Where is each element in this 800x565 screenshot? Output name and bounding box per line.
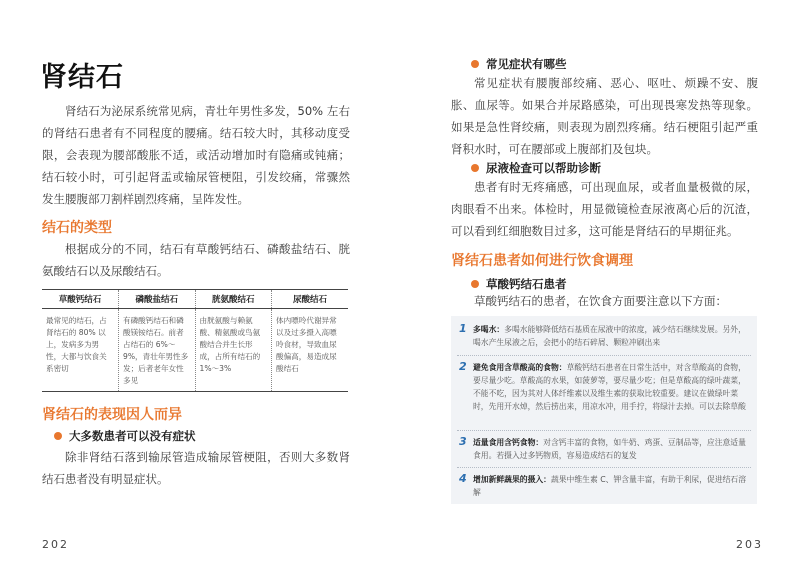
tip-divider bbox=[457, 355, 751, 356]
diet-intro-paragraph: 草酸钙结石的患者，在饮食方面要注意以下方面： bbox=[474, 294, 727, 308]
table-header-row bbox=[42, 290, 348, 309]
table-cell: 有磷酸钙结石和磷酸镁铵结石。前者占结石的 6%～9%，青壮年男性多发；后者老年女性多见 bbox=[119, 309, 196, 392]
urine-test-paragraph: 患者有时无疼痛感，可出现血尿，或者血量极微的尿，肉眼看不出来。体检时，用显微镜检查尿液离心后的沉渣，可以看到红细胞数目过多，这可能是肾结石的早期征兆。 bbox=[451, 180, 758, 238]
diet-tip-item bbox=[451, 323, 757, 349]
tip-number: 4 bbox=[459, 472, 467, 485]
tip-heading: 适量食用含钙食物： bbox=[473, 438, 544, 447]
bullet-dot-icon bbox=[471, 60, 479, 68]
bullet-dot-icon bbox=[54, 432, 62, 440]
diet-tips-box bbox=[451, 316, 757, 504]
page-number-left: 202 bbox=[42, 538, 69, 551]
table-cell: 由胱氨酸与赖氨酸、精氨酸或鸟氨酸结合并生长形成，占所有结石的 1%～3% bbox=[195, 309, 272, 392]
table-header-cell: 磷酸盐结石 bbox=[119, 290, 196, 309]
table-row bbox=[42, 309, 348, 392]
symptoms-section-title: 肾结石的表现因人而异 bbox=[42, 407, 182, 423]
table-header-cell: 草酸钙结石 bbox=[42, 290, 119, 309]
page-title: 肾结石 bbox=[40, 62, 124, 93]
types-paragraph: 根据成分的不同，结石有草酸钙结石、磷酸盐结石、胱氨酸结石以及尿酸结石。 bbox=[42, 242, 350, 278]
bullet-dot-icon bbox=[471, 164, 479, 172]
common-symptoms-subtitle bbox=[471, 56, 567, 72]
tip-body: 对含钙丰富的食物，如牛奶、鸡蛋、豆制品等，应注意适量食用。若摄入过多钙物质，容易造成结石的复发 bbox=[473, 438, 746, 460]
no-symptoms-paragraph: 除非肾结石落到输尿管造成输尿管梗阻，否则大多数肾结石患者没有明显症状。 bbox=[42, 450, 350, 486]
subtitle-text: 大多数患者可以没有症状 bbox=[69, 429, 196, 443]
tip-body: 草酸钙结石患者在日常生活中，对含草酸高的食物，要尽量少吃。草酸高的水果，如菠萝等，要尽量少吃；但是草酸高的绿叶蔬菜，不能不吃，因为其对人体纤维素以及维生素的获取比较重要。建议在做绿叶菜时，先用开水焯，然后捞出来，用凉水冲，用手拧，将绿汁去掉。可以去除草酸 bbox=[473, 363, 746, 411]
diet-tip-item bbox=[451, 436, 757, 462]
intro-paragraph: 肾结石为泌尿系统常见病，青壮年男性多发，50% 左右的肾结石患者有不同程度的腰痛。结石较大时，其移动度受限，会表现为腰部酸胀不适，或活动增加时有隐痛或钝痛；结石较小时，可引起肾盂或输尿管梗阻，引发绞痛，常骤然发生腰腹部刀割样剧烈疼痛，呈阵发性。 bbox=[42, 104, 350, 206]
page-number-right: 203 bbox=[736, 538, 763, 551]
table-cell: 体内嘌呤代谢异常以及过多摄入高嘌呤食材，导致血尿酸偏高，易造成尿酸结石 bbox=[272, 309, 349, 392]
bullet-dot-icon bbox=[471, 280, 479, 288]
tip-number: 1 bbox=[459, 322, 467, 335]
subtitle-text: 草酸钙结石患者 bbox=[486, 277, 567, 291]
diet-tip-item bbox=[451, 361, 757, 413]
subtitle-text: 尿液检查可以帮助诊断 bbox=[486, 161, 601, 175]
tip-heading: 多喝水： bbox=[473, 325, 505, 334]
table-header-cell: 尿酸结石 bbox=[272, 290, 349, 309]
no-symptoms-subtitle bbox=[54, 428, 196, 444]
tip-heading: 避免食用含草酸高的食物： bbox=[473, 363, 567, 372]
tip-heading: 增加新鲜蔬果的摄入： bbox=[473, 475, 551, 484]
diet-section-title: 肾结石患者如何进行饮食调理 bbox=[451, 253, 633, 269]
table-header-cell: 胱氨酸结石 bbox=[195, 290, 272, 309]
common-symptoms-paragraph: 常见症状有腰腹部绞痛、恶心、呕吐、烦躁不安、腹胀、血尿等。如果合并尿路感染，可出现畏寒发热等现象。如果是急性肾绞痛，则表现为剧烈疼痛。结石梗阻引起严重肾积水时，可在腰部或上腹部扪及包块。 bbox=[451, 76, 758, 156]
table-cell: 最常见的结石，占肾结石的 80% 以上，发病多为男性，大都与饮食关系密切 bbox=[42, 309, 119, 392]
types-section-title: 结石的类型 bbox=[42, 220, 112, 236]
tip-divider bbox=[457, 430, 751, 431]
tip-number: 2 bbox=[459, 360, 467, 373]
diet-tip-item bbox=[451, 473, 757, 499]
tip-divider bbox=[457, 467, 751, 468]
subtitle-text: 常见症状有哪些 bbox=[486, 57, 567, 71]
tip-body: 蔬果中维生素 C、钾含量丰富，有助于利尿，促进结石溶解 bbox=[473, 475, 747, 497]
tip-number: 3 bbox=[459, 435, 467, 448]
urine-test-subtitle bbox=[471, 160, 601, 176]
stone-types-table bbox=[42, 289, 348, 392]
tip-body: 多喝水能够降低结石基质在尿液中的浓度，减少结石继续发展。另外，喝水产生尿液之后，会把小的结石碎屑、颗粒冲刷出来 bbox=[473, 325, 746, 347]
